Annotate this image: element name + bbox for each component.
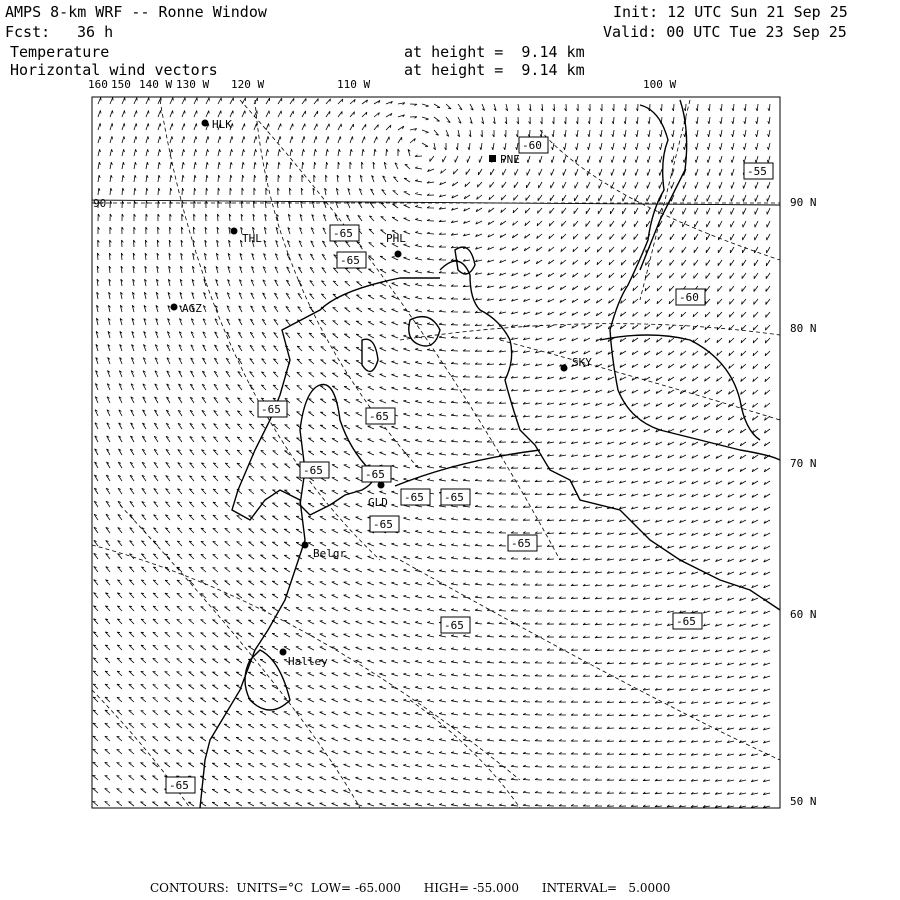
lon-label-120: 120 W	[231, 78, 265, 91]
coast-east	[440, 261, 780, 610]
contour-minus65	[90, 200, 780, 205]
contour-label	[362, 466, 391, 482]
height-temperature: at height = 9.14 km	[404, 43, 585, 61]
contour-label	[441, 489, 470, 505]
meridian-110	[240, 100, 560, 560]
stations	[171, 118, 593, 668]
svg-text:AGZ: AGZ	[182, 302, 202, 315]
lon-label-100: 100 W	[643, 78, 677, 91]
init-time: Init: 12 UTC Sun 21 Sep 25	[613, 3, 848, 21]
svg-text:-65: -65	[340, 254, 360, 267]
contour-label	[366, 408, 395, 424]
svg-text:-65: -65	[444, 491, 464, 504]
svg-text:HLK: HLK	[212, 118, 232, 131]
svg-text:-65: -65	[303, 464, 323, 477]
island-1	[409, 317, 440, 346]
contour-label	[676, 289, 705, 305]
station-agz	[171, 302, 203, 315]
curve-c	[400, 560, 780, 760]
svg-text:PHL: PHL	[386, 232, 406, 245]
temperature-contours	[90, 200, 780, 205]
station-belgr	[302, 542, 347, 561]
svg-text:SKY: SKY	[572, 356, 592, 369]
svg-text:Halley: Halley	[288, 655, 328, 668]
lon-label-150: 150	[111, 78, 131, 91]
valid-time: Valid: 00 UTC Tue 23 Sep 25	[603, 23, 847, 41]
svg-text:PNE: PNE	[500, 153, 520, 166]
contour-label	[673, 613, 702, 629]
island-3	[362, 339, 378, 371]
contour-label	[508, 535, 537, 551]
ice-shelf-inner	[300, 384, 374, 515]
contour-label	[441, 617, 470, 633]
svg-text:GLD: GLD	[368, 496, 388, 509]
svg-text:-65: -65	[369, 410, 389, 423]
meridian-130	[160, 100, 380, 560]
svg-text:-65: -65	[511, 537, 531, 550]
field-temperature: Temperature	[10, 43, 110, 61]
left-lat-marker: 90	[93, 197, 107, 210]
lat-label-80: 80 N	[790, 322, 817, 335]
station-halley	[280, 649, 329, 669]
svg-text:-65: -65	[365, 468, 385, 481]
svg-text:-65: -65	[676, 615, 696, 628]
contour-label	[337, 252, 366, 268]
height-wind: at height = 9.14 km	[404, 61, 585, 79]
svg-text:-60: -60	[522, 139, 542, 152]
lon-label-160: 160	[88, 78, 108, 91]
svg-text:-65: -65	[404, 491, 424, 504]
field-wind-vectors: Horizontal wind vectors	[10, 61, 218, 79]
station-gld	[368, 482, 388, 510]
lat-label-50: 50 N	[790, 795, 817, 808]
contour-label	[330, 225, 359, 241]
contour-label	[258, 401, 287, 417]
lon-label-140: 140 W	[139, 78, 173, 91]
peninsula-west	[610, 105, 780, 460]
svg-text:Belgr: Belgr	[313, 547, 347, 560]
lon-label-130: 130 W	[176, 78, 210, 91]
svg-text:-65: -65	[169, 779, 189, 792]
svg-text:-65: -65	[373, 518, 393, 531]
contour-label	[300, 462, 329, 478]
svg-text:-60: -60	[679, 291, 699, 304]
station-sky	[561, 356, 593, 372]
svg-text:THL: THL	[242, 232, 262, 245]
contour-label	[519, 137, 548, 153]
station-thl	[231, 228, 263, 246]
contour-label	[370, 516, 399, 532]
lat-label-90: 90 N	[790, 196, 817, 209]
map-title: AMPS 8-km WRF -- Ronne Window	[5, 3, 267, 21]
lat-label-70: 70 N	[790, 457, 817, 470]
svg-text:-65: -65	[444, 619, 464, 632]
forecast-value: 36 h	[77, 23, 114, 41]
forecast-label: Fcst:	[5, 23, 51, 41]
station-pne	[489, 153, 520, 166]
lat-label-60: 60 N	[790, 608, 817, 621]
island-ridge	[600, 335, 760, 440]
svg-text:-65: -65	[333, 227, 353, 240]
graticule	[92, 100, 780, 808]
svg-text:-55: -55	[747, 165, 767, 178]
contour-label	[401, 489, 430, 505]
south-inlet	[245, 650, 290, 710]
svg-text:-65: -65	[261, 403, 281, 416]
contour-label	[166, 777, 195, 793]
lon-label-110: 110 W	[337, 78, 371, 91]
contour-legend: CONTOURS: UNITS=°C LOW= -65.000 HIGH= -55.000 INTERVAL= 5.0000	[150, 881, 671, 895]
station-phl	[386, 232, 406, 258]
curve-e	[500, 340, 780, 420]
contour-label	[744, 163, 773, 179]
